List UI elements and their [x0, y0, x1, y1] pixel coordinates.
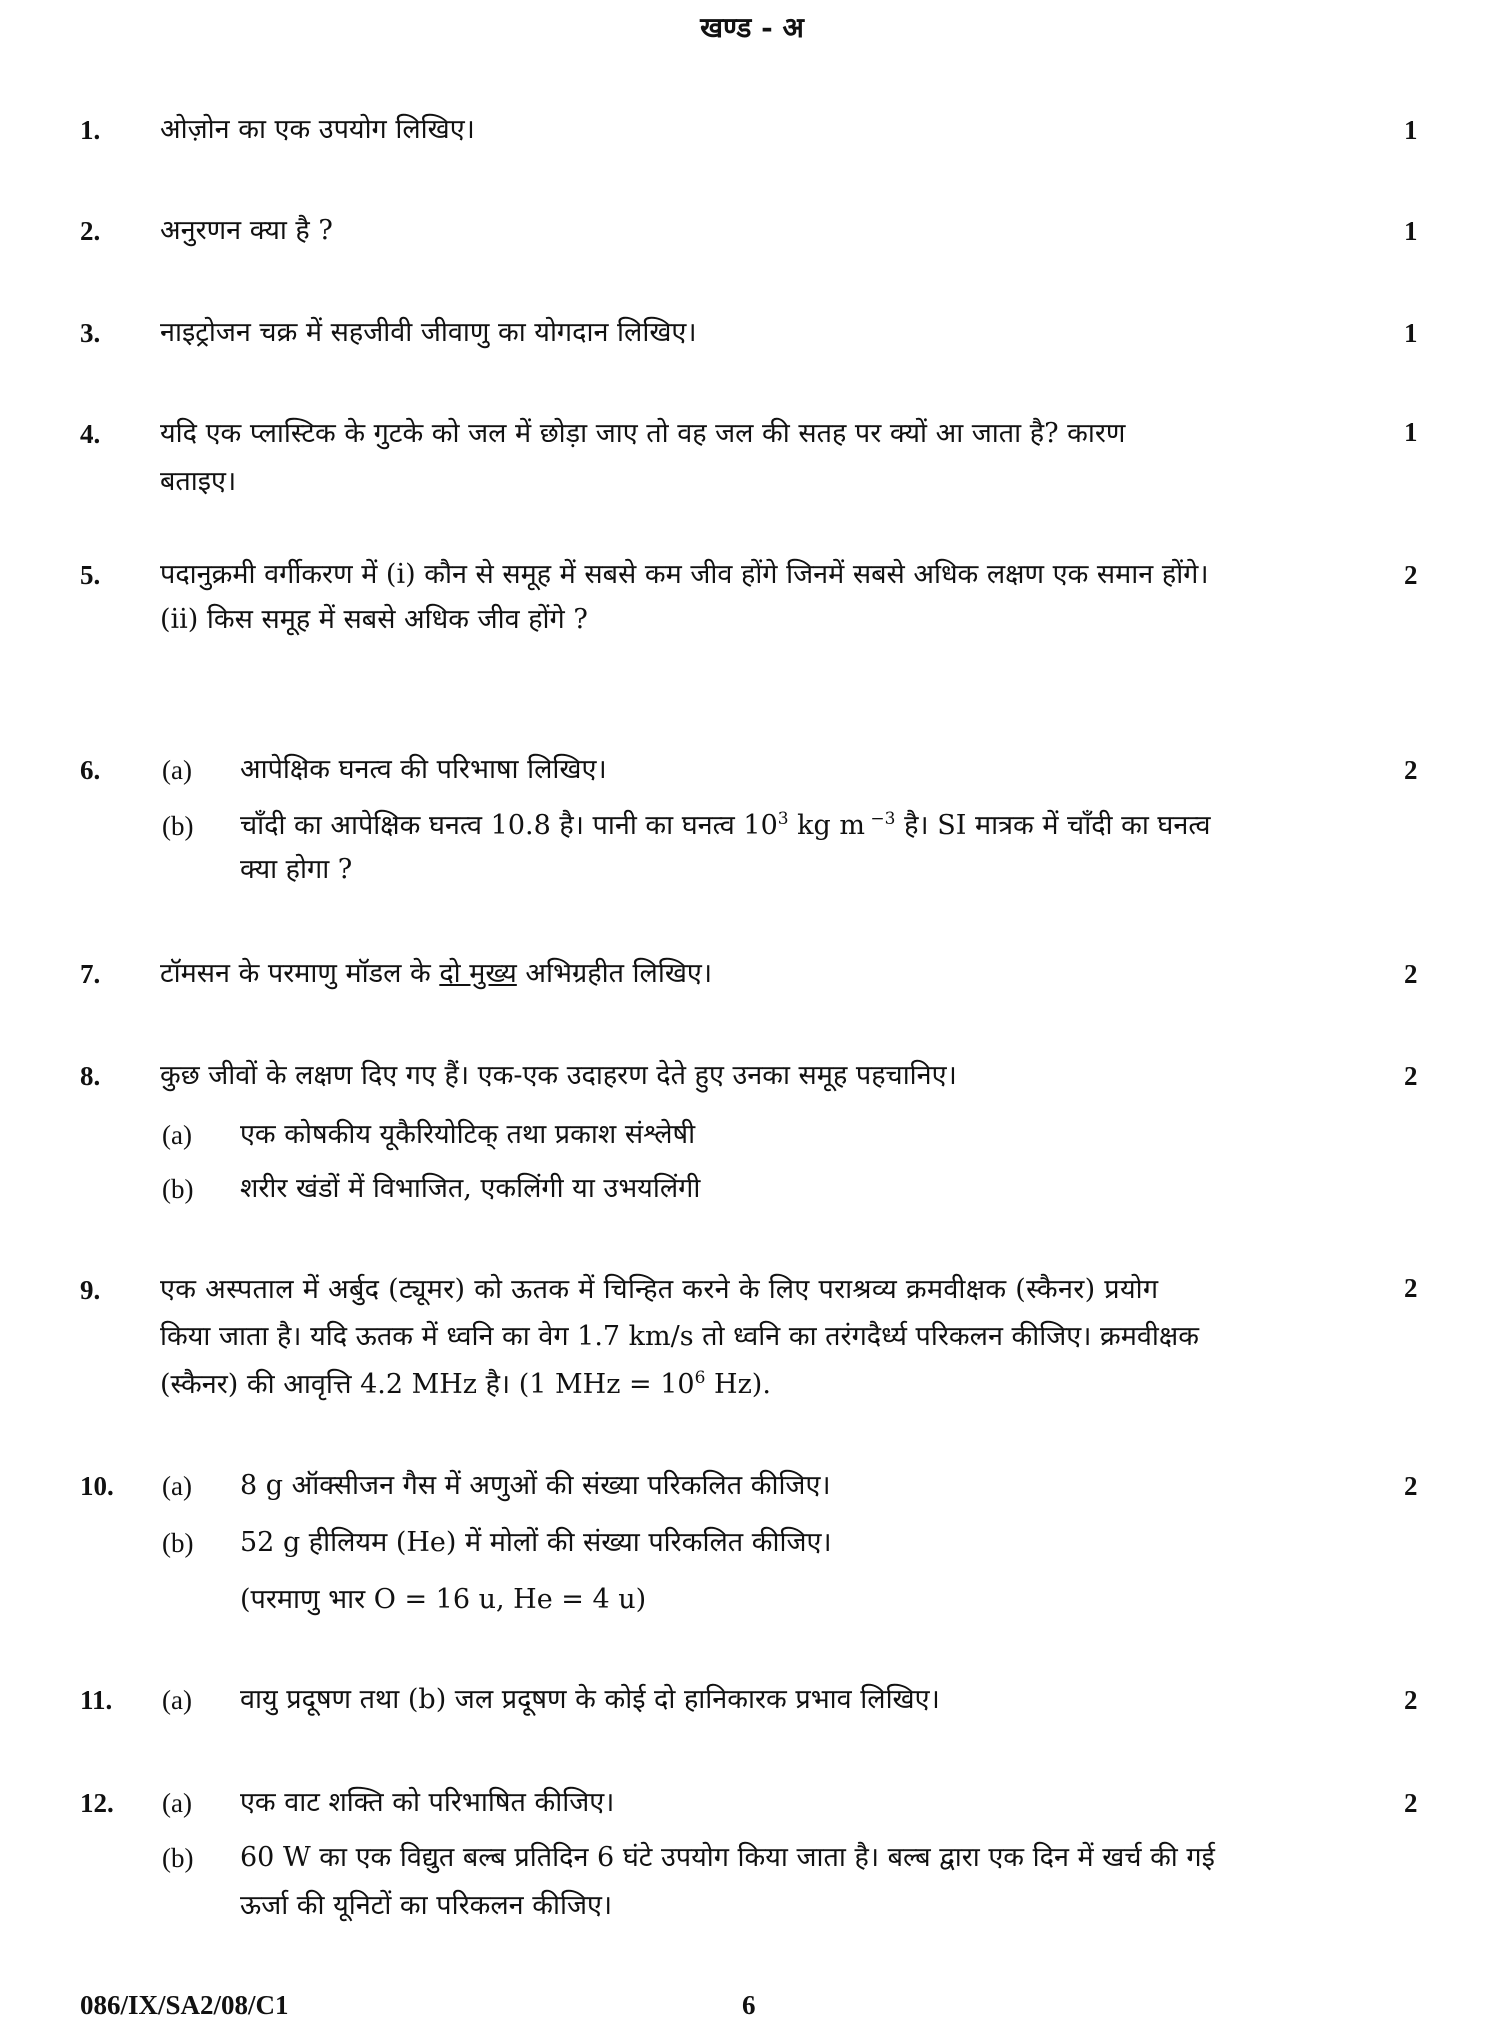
atomic-mass-note: (परमाणु भार O = 16 u, He = 4 u): [240, 1584, 647, 1615]
superscript: −3: [865, 809, 896, 829]
question-number: 7.: [80, 959, 101, 989]
question-text: पदानुक्रमी वर्गीकरण में (i) कौन से समूह में सबसे कम जीव होंगे जिनमें सबसे अधिक लक्षण एक समान होंगे।: [160, 559, 1209, 590]
part-label: (a): [162, 1120, 192, 1150]
question-text-cont: किया जाता है। यदि ऊतक में ध्वनि का वेग 1.7 km/s तो ध्वनि का तरंगदैर्ध्य परिकलन कीजिए। क्रमवीक्षक: [160, 1321, 1199, 1352]
question-marks: 2: [1404, 755, 1418, 785]
part-text-cont: ऊर्जा की यूनिटों का परिकलन कीजिए।: [240, 1890, 613, 1921]
section-title: खण्ड - अ: [700, 11, 804, 44]
question-marks: 1: [1404, 115, 1418, 145]
question-text: अनुरणन क्या है ?: [160, 215, 333, 246]
part-label: (b): [162, 811, 194, 841]
question-number: 8.: [80, 1061, 101, 1091]
part-label: (a): [162, 755, 192, 785]
question-number: 9.: [80, 1275, 101, 1305]
text-segment: है। SI मात्रक में चाँदी का घनत्व: [895, 810, 1211, 841]
part-label: (a): [162, 1471, 192, 1501]
question-number: 12.: [80, 1788, 114, 1818]
question-number: 5.: [80, 560, 101, 590]
question-text-cont: [160, 1367, 771, 1403]
question-text: एक अस्पताल में अर्बुद (ट्यूमर) को ऊतक में चिन्हित करने के लिए पराश्रव्य क्रमवीक्षक (स्कैनर) प्रयोग: [160, 1274, 1159, 1305]
part-label: (b): [162, 1843, 194, 1873]
question-number: 11.: [80, 1685, 113, 1715]
part-text: वायु प्रदूषण तथा (b) जल प्रदूषण के कोई दो हानिकारक प्रभाव लिखिए।: [240, 1684, 940, 1715]
part-text-cont: क्या होगा ?: [240, 854, 353, 885]
part-label: (a): [162, 1788, 192, 1818]
question-number: 6.: [80, 755, 101, 785]
question-text-cont: (ii) किस समूह में सबसे अधिक जीव होंगे ?: [160, 604, 588, 635]
question-marks: 2: [1404, 1061, 1418, 1091]
question-marks: 2: [1404, 1788, 1418, 1818]
question-marks: 2: [1404, 560, 1418, 590]
question-text: कुछ जीवों के लक्षण दिए गए हैं। एक-एक उदाहरण देते हुए उनका समूह पहचानिए।: [160, 1060, 957, 1091]
question-number: 1.: [80, 115, 101, 145]
page-number: 6: [742, 1990, 756, 2020]
question-marks: 2: [1404, 1273, 1418, 1303]
question-number: 4.: [80, 419, 101, 449]
text-segment: kg m: [788, 810, 866, 841]
superscript: 6: [694, 1368, 706, 1388]
text-segment: Hz).: [705, 1369, 771, 1400]
question-text: नाइट्रोजन चक्र में सहजीवी जीवाणु का योगदान लिखिए।: [160, 317, 697, 348]
part-text: 8 g ऑक्सीजन गैस में अणुओं की संख्या परिकलित कीजिए।: [240, 1470, 831, 1501]
part-text: 52 g हीलियम (He) में मोलों की संख्या परिकलित कीजिए।: [240, 1527, 832, 1558]
question-text: [160, 956, 712, 992]
question-marks: 1: [1404, 417, 1418, 447]
text-segment: टॉमसन के परमाणु मॉडल के: [160, 958, 440, 989]
question-marks: 2: [1404, 1471, 1418, 1501]
question-text: यदि एक प्लास्टिक के गुटके को जल में छोड़ा जाए तो वह जल की सतह पर क्यों आ जाता है? कारण: [160, 418, 1126, 449]
part-text: एक वाट शक्ति को परिभाषित कीजिए।: [240, 1787, 615, 1818]
question-text-cont: बताइए।: [160, 466, 237, 497]
question-marks: 1: [1404, 318, 1418, 348]
part-text: [240, 808, 1211, 844]
paper-code: 086/IX/SA2/08/C1: [80, 1990, 289, 2020]
question-marks: 2: [1404, 1685, 1418, 1715]
text-segment: (स्कैनर) की आवृत्ति 4.2 MHz है। (1 MHz = 10: [160, 1369, 695, 1400]
question-number: 10.: [80, 1471, 114, 1501]
text-segment: चाँदी का आपेक्षिक घनत्व 10.8 है। पानी का घनत्व 10: [240, 810, 778, 841]
question-marks: 1: [1404, 216, 1418, 246]
question-marks: 2: [1404, 959, 1418, 989]
part-label: (b): [162, 1174, 194, 1204]
question-number: 3.: [80, 318, 101, 348]
superscript: 3: [777, 809, 789, 829]
part-text: एक कोषकीय यूकैरियोटिक् तथा प्रकाश संश्लेषी: [240, 1119, 696, 1150]
question-number: 2.: [80, 216, 101, 246]
part-text: आपेक्षिक घनत्व की परिभाषा लिखिए।: [240, 754, 607, 785]
question-text: ओज़ोन का एक उपयोग लिखिए।: [160, 114, 475, 145]
part-text: 60 W का एक विद्युत बल्ब प्रतिदिन 6 घंटे उपयोग किया जाता है। बल्ब द्वारा एक दिन में खर्च की गई: [240, 1842, 1215, 1873]
part-label: (a): [162, 1685, 192, 1715]
text-segment: अभिग्रहीत लिखिए।: [516, 958, 713, 989]
part-label: (b): [162, 1528, 194, 1558]
underlined-text: दो मुख्य: [439, 958, 517, 989]
part-text: शरीर खंडों में विभाजित, एकलिंगी या उभयलिंगी: [240, 1173, 701, 1204]
